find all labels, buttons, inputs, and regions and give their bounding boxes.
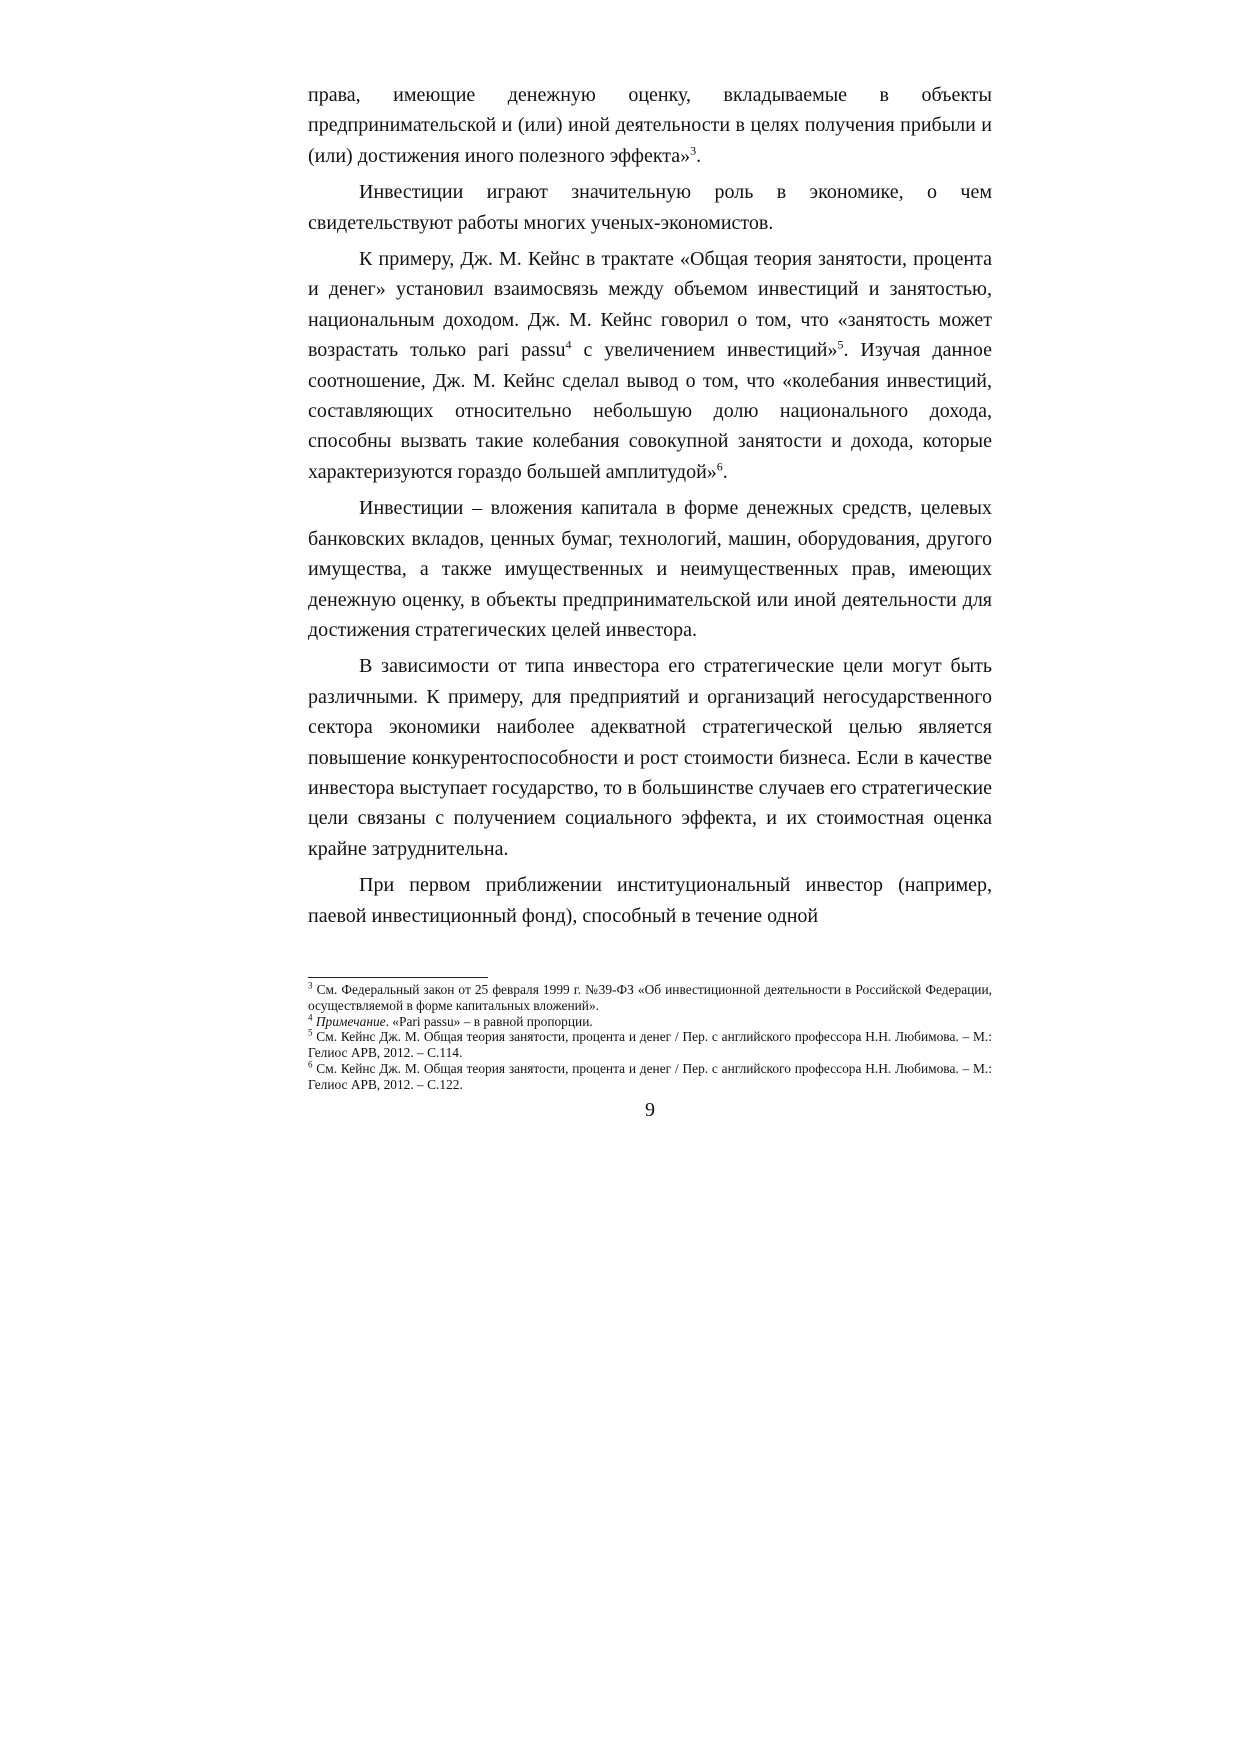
paragraph-1 [308, 80, 992, 171]
footnotes [308, 982, 992, 1093]
footnote-ref-4: 4 [565, 337, 572, 352]
footnote-ref-6: 6 [716, 459, 723, 474]
paragraph-3 [308, 244, 992, 487]
footnote-5-text: См. Кейнс Дж. М. Общая теория занятости, процента и денег / Пер. с английского профессора Н.Н. Любимова. – М.: Гелиос АРВ, 2012. – С.114. [308, 1029, 992, 1061]
paragraph-3-part-c: . Изучая данное соотношение, Дж. М. Кейнс сделал вывод о том, что «колебания инвестиций, составляющих относительно небольшую долю национального дохода, способны вызвать такие колебания совокупной занятости и дохода, которые характеризуются гораздо большей амплитудой» [308, 339, 993, 483]
paragraph-1-text: права, имеющие денежную оценку, вкладываемые в объекты предпринимательской и (или) иной деятельности в целях получения прибыли и (или) достижения иного полезного эффекта» [308, 84, 992, 167]
footnote-3-text: См. Федеральный закон от 25 февраля 1999 г. №39-ФЗ «Об инвестиционной деятельности в Российской Федерации, осуществляемой в форме капитальных вложений». [308, 981, 992, 1013]
footnote-3 [308, 982, 992, 1014]
footnote-6-text: См. Кейнс Дж. М. Общая теория занятости, процента и денег / Пер. с английского профессора Н.Н. Любимова. – М.: Гелиос АРВ, 2012. – С.122. [308, 1060, 992, 1092]
footnote-6-number: 6 [308, 1059, 313, 1070]
footnote-5 [308, 1029, 992, 1061]
paragraph-3-part-a: К примеру, Дж. М. Кейнс в трактате «Общая теория занятости, процента и денег» установил взаимосвязь между объемом инвестиций и занятостью, национальным доходом. Дж. М. Кейнс говорил о том, что «занятость может возрастать только pari passu [308, 248, 992, 362]
footnote-3-number: 3 [308, 980, 313, 991]
footnote-6 [308, 1061, 992, 1093]
footnote-4-text: . «Pari passu» – в равной пропорции. [385, 1013, 593, 1029]
paragraph-3-part-b: с увеличением инвестиций» [571, 339, 838, 362]
paragraph-4: Инвестиции – вложения капитала в форме денежных средств, целевых банковских вкладов, ценных бумаг, технологий, машин, оборудования, другого имущества, а также имущественных и неимущественных прав, имеющих денежную оценку, в объекты предпринимательской или иной деятельности для достижения стратегических целей инвестора. [308, 497, 992, 641]
footnote-4-number: 4 [308, 1012, 313, 1023]
body-text [308, 80, 992, 931]
paragraph-3-part-d: . [722, 460, 728, 483]
page-number: 9 [645, 1098, 655, 1121]
footnote-5-number: 5 [308, 1027, 313, 1038]
paragraph-6: При первом приближении институциональный инвестор (например, паевой инвестиционный фонд), способный в течение одной [308, 874, 992, 927]
footnote-4-italic: Примечание [315, 1013, 386, 1029]
footnote-4 [308, 1014, 992, 1030]
paragraph-2: Инвестиции играют значительную роль в экономике, о чем свидетельствуют работы многих ученых-экономистов. [308, 181, 992, 234]
paragraph-5: В зависимости от типа инвестора его стратегические цели могут быть различными. К примеру, для предприятий и организаций негосударственного сектора экономики наиболее адекватной стратегической целью является повышение конкурентоспособности и рост стоимости бизнеса. Если в качестве инвестора выступает государство, то в большинстве случаев его стратегические цели связаны с получением социального эффекта, и их стоимостная оценка крайне затруднительна. [308, 655, 992, 860]
paragraph-1-tail: . [696, 144, 702, 167]
footnote-ref-3: 3 [690, 143, 697, 158]
footnote-ref-5: 5 [837, 337, 844, 352]
document-page [308, 80, 992, 1122]
footnote-divider [308, 977, 488, 978]
